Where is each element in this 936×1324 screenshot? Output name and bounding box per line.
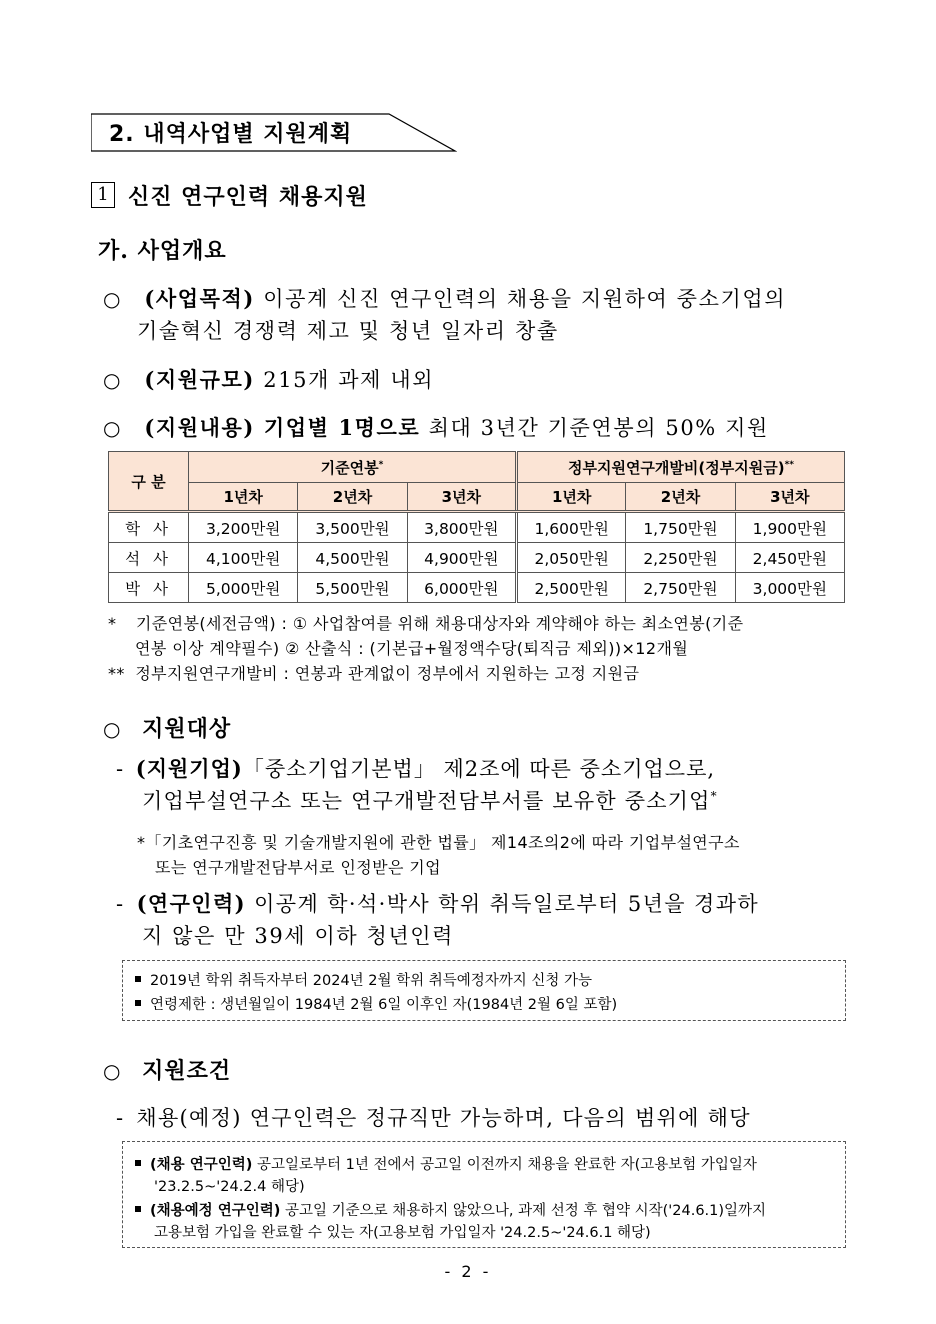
table-row — [109, 512, 845, 543]
table-cell: 3,200만원 — [189, 512, 298, 543]
purpose-tag: (사업목적) — [144, 286, 255, 311]
table-year-header: 3년차 — [407, 483, 516, 512]
list-item: (채용예정 연구인력) 공고일 기준으로 채용하지 않았으나, 과제 선정 후 협약 시작('24.6.1)일까지 — [135, 1199, 766, 1220]
salary-table — [108, 451, 845, 603]
table-year-header: 3년차 — [735, 483, 844, 512]
company-note-2: 또는 연구개발전담부서로 인정받은 기업 — [155, 858, 442, 877]
table-cell: 3,800만원 — [407, 512, 516, 543]
table-cell: 3,000만원 — [735, 573, 844, 603]
conditions-box — [122, 1141, 846, 1248]
dash: - — [116, 1106, 125, 1130]
note-2 — [108, 661, 639, 684]
purpose-line — [103, 283, 786, 313]
note-1 — [108, 611, 744, 634]
table-year-header: 1년차 — [516, 483, 625, 512]
note-2-mark: ** — [108, 664, 125, 683]
table-cell: 5,500만원 — [298, 573, 407, 603]
content-tag: (지원내용) — [144, 415, 255, 440]
table-cell: 2,750만원 — [626, 573, 735, 603]
company-tag: (지원기업) — [135, 756, 243, 781]
list-item: 2019년 학위 취득자부터 2024년 2월 학위 취득예정자까지 신청 가능 — [135, 969, 592, 990]
list-item-cont: 고용보험 가입을 완료할 수 있는 자(고용보험 가입일자 '24.2.5~'24.6.1 해당) — [154, 1225, 651, 1241]
company-line-2: 기업부설연구소 또는 연구개발전담부서를 보유한 중소기업* — [142, 789, 718, 813]
company-note-1: *「기초연구진흥 및 기술개발지원에 관한 법률」 제14조의2에 따라 기업부설연구소 — [137, 833, 740, 852]
scale-tag: (지원규모) — [144, 367, 255, 392]
note-1-line-2: 연봉 이상 계약필수) ② 산출식 : (기본급+월정액수당(퇴직금 제외))×12개월 — [135, 639, 689, 658]
target-heading — [103, 712, 231, 743]
row-label: 학 사 — [109, 512, 189, 543]
content-bold: 기업별 1명으로 — [254, 415, 421, 440]
page-number: - 2 - — [444, 1262, 492, 1281]
section-header — [91, 113, 455, 151]
conditions-heading — [103, 1054, 231, 1085]
table-cell: 4,500만원 — [298, 543, 407, 573]
table-cell: 1,900만원 — [735, 512, 844, 543]
list-item: 연령제한 : 생년월일이 1984년 2월 6일 이후인 자(1984년 2월 6일 포함) — [135, 993, 617, 1014]
bullet-circle: ○ — [103, 416, 123, 440]
conditions-line — [116, 1102, 751, 1132]
bullet-circle: ○ — [103, 717, 122, 741]
bullet-circle: ○ — [103, 1059, 122, 1083]
part-a-title: 가. 사업개요 — [98, 238, 227, 264]
list-item: (채용 연구인력) 공고일로부터 1년 전에서 공고일 이전까지 채용을 완료한 자(고용보험 가입일자 — [135, 1153, 757, 1174]
table-cell: 2,500만원 — [516, 573, 625, 603]
scale-text: 215개 과제 내외 — [254, 368, 435, 392]
researcher-tag: (연구인력) — [136, 891, 246, 916]
table-year-header: 2년차 — [626, 483, 735, 512]
target-title: 지원대상 — [142, 716, 232, 742]
purpose-line-2: 기술혁신 경쟁력 제고 및 청년 일자리 창출 — [137, 319, 559, 343]
table-cell: 2,450만원 — [735, 543, 844, 573]
dash: - — [116, 757, 125, 781]
table-cell: 4,100만원 — [189, 543, 298, 573]
table-row — [109, 573, 845, 603]
table-year-header: 1년차 — [189, 483, 298, 512]
researcher-line-2: 지 않은 만 39세 이하 청년인력 — [142, 924, 455, 948]
scale-line — [103, 364, 434, 394]
content-text: 최대 3년간 기준연봉의 50% 지원 — [420, 416, 769, 440]
table-cell: 1,600만원 — [516, 512, 625, 543]
table-cell: 3,500만원 — [298, 512, 407, 543]
table-cell: 2,050만원 — [516, 543, 625, 573]
row-label: 박 사 — [109, 573, 189, 603]
row-label: 석 사 — [109, 543, 189, 573]
dash: - — [116, 892, 125, 916]
note-1-mark: * — [108, 614, 117, 633]
table-row — [109, 543, 845, 573]
table-col-label: 구 분 — [109, 452, 189, 512]
table-cell: 6,000만원 — [407, 573, 516, 603]
table-group-gov: 정부지원연구개발비(정부지원금)** — [516, 452, 844, 483]
researcher-line — [116, 888, 759, 918]
bullet-circle: ○ — [103, 287, 123, 311]
purpose-text: 이공계 신진 연구인력의 채용을 지원하여 중소기업의 — [254, 287, 787, 311]
company-text: 「중소기업기본법」 제2조에 따른 중소기업으로, — [242, 757, 716, 781]
subsection-title: 신진 연구인력 채용지원 — [128, 184, 368, 210]
content-line — [103, 412, 769, 442]
section-title: 2. 내역사업별 지원계획 — [109, 122, 353, 147]
table-cell: 1,750만원 — [626, 512, 735, 543]
conditions-text: 채용(예정) 연구인력은 정규직만 가능하며, 다음의 범위에 해당 — [136, 1106, 751, 1130]
bullet-circle: ○ — [103, 368, 123, 392]
researcher-text: 이공계 학·석·박사 학위 취득일로부터 5년을 경과하 — [246, 892, 760, 916]
company-line — [116, 753, 715, 783]
subsection-number: 1 — [91, 182, 115, 208]
list-item-cont: '23.2.5~'24.2.4 해당) — [154, 1179, 305, 1195]
note-2-text: 정부지원연구개발비 : 연봉과 관계없이 정부에서 지원하는 고정 지원금 — [135, 664, 640, 683]
table-group-salary: 기준연봉* — [189, 452, 517, 483]
table-year-header: 2년차 — [298, 483, 407, 512]
table-cell: 2,250만원 — [626, 543, 735, 573]
eligibility-box — [122, 960, 846, 1021]
note-1-text: 기준연봉(세전금액) : ① 사업참여를 위해 채용대상자와 계약해야 하는 최소연봉(기준 — [135, 614, 744, 633]
table-cell: 4,900만원 — [407, 543, 516, 573]
table-cell: 5,000만원 — [189, 573, 298, 603]
conditions-title: 지원조건 — [142, 1058, 232, 1084]
